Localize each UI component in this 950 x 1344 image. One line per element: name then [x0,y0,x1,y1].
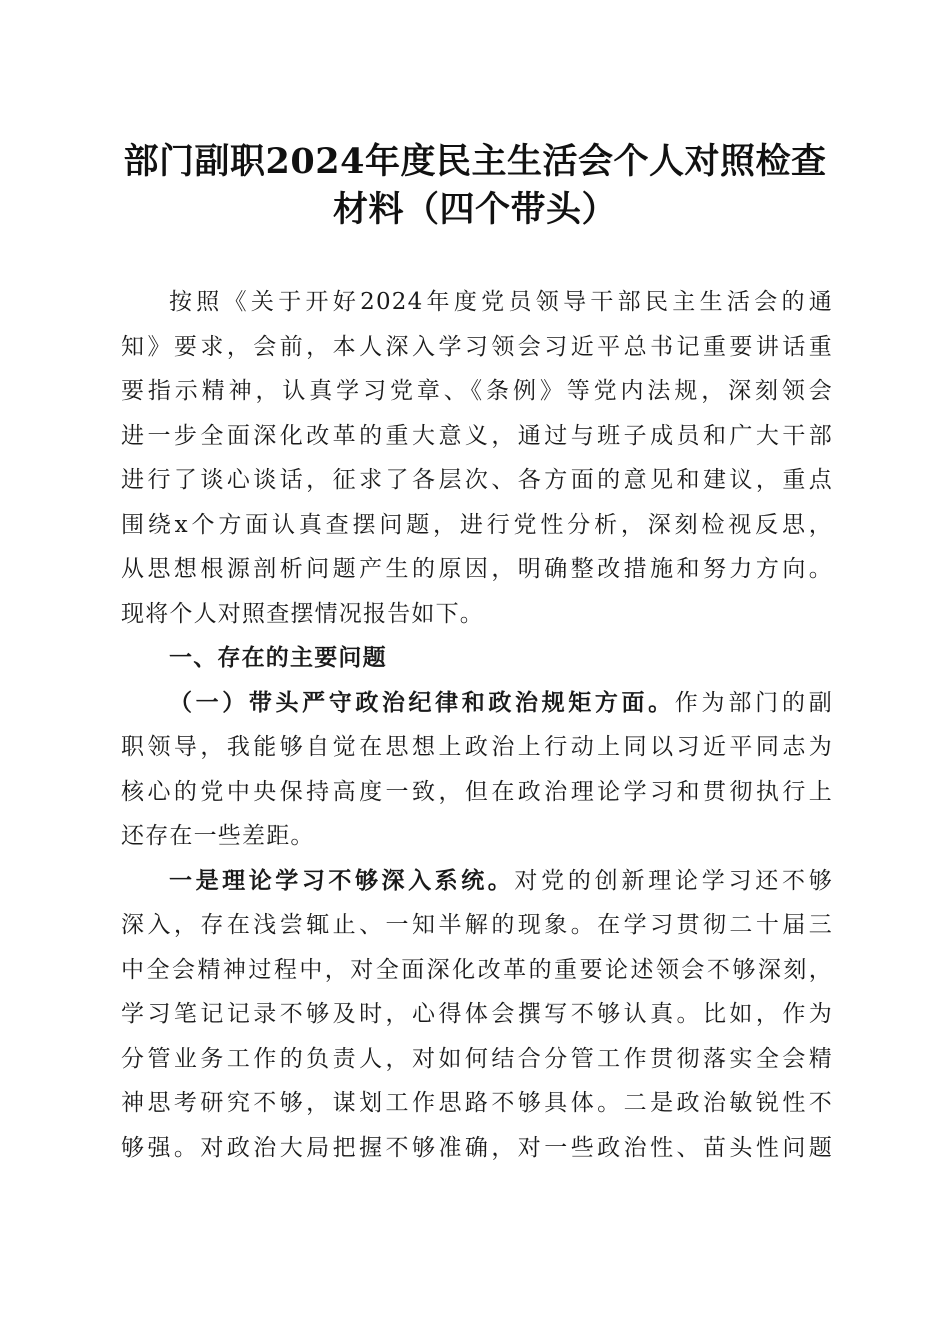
intro-line: 进一步全面深化改革的重大意义，通过与班子成员和广大干部 [121,422,833,449]
section-heading: 一、存在的主要问题 [169,645,387,671]
intro-line: 从思想根源剖析问题产生的原因，明确整改措施和努力方向。 [121,556,833,582]
point-lead-rest: 对党的创新理论学习还不够 [514,867,834,894]
subsection-first-line [121,681,833,726]
subsection-lead: （一）带头严守政治纪律和政治规矩方面。 [169,689,675,716]
point-line: 深入，存在浅尝辄止、一知半解的现象。在学习贯彻二十届三 [121,912,833,938]
point-first-line [121,859,833,904]
intro-line: 知》要求，会前，本人深入学习领会习近平总书记重要讲话重 [121,333,833,360]
point-line: 神思考研究不够，谋划工作思路不够具体。二是政治敏锐性不 [121,1090,833,1116]
point-line: 够强。对政治大局把握不够准确，对一些政治性、苗头性问题 [121,1134,833,1161]
document-body [121,280,833,1170]
point-line: 中全会精神过程中，对全面深化改革的重要论述领会不够深刻， [121,956,833,983]
intro-line: 进行了谈心谈话，征求了各层次、各方面的意见和建议，重点 [121,467,833,493]
document-title [80,138,870,234]
title-line-1: 部门副职2024年度民主生活会个人对照检查 [123,141,827,182]
point-line: 学习笔记记录不够及时，心得体会撰写不够认真。比如，作为 [121,1001,833,1027]
subsection-line: 职领导，我能够自觉在思想上政治上行动上同以习近平同志为 [121,734,833,760]
point-lead: 一是理论学习不够深入系统。 [169,867,515,894]
point-line: 分管业务工作的负责人，对如何结合分管工作贯彻落实全会精 [121,1045,833,1072]
subsection-line: 核心的党中央保持高度一致，但在政治理论学习和贯彻执行上 [121,778,833,805]
title-line-2: 材料（四个带头） [332,189,617,230]
intro-line: 要指示精神，认真学习党章、《条例》等党内法规，深刻领会 [121,378,833,404]
intro-line: 围绕x个方面认真查摆问题，进行党性分析，深刻检视反思， [121,511,833,538]
intro-line: 按照《关于开好2024年度党员领导干部民主生活会的通 [169,289,833,315]
subsection-line: 还存在一些差距。 [121,823,315,849]
subsection-lead-rest: 作为部门的副 [674,689,834,716]
intro-line: 现将个人对照查摆情况报告如下。 [121,600,484,627]
